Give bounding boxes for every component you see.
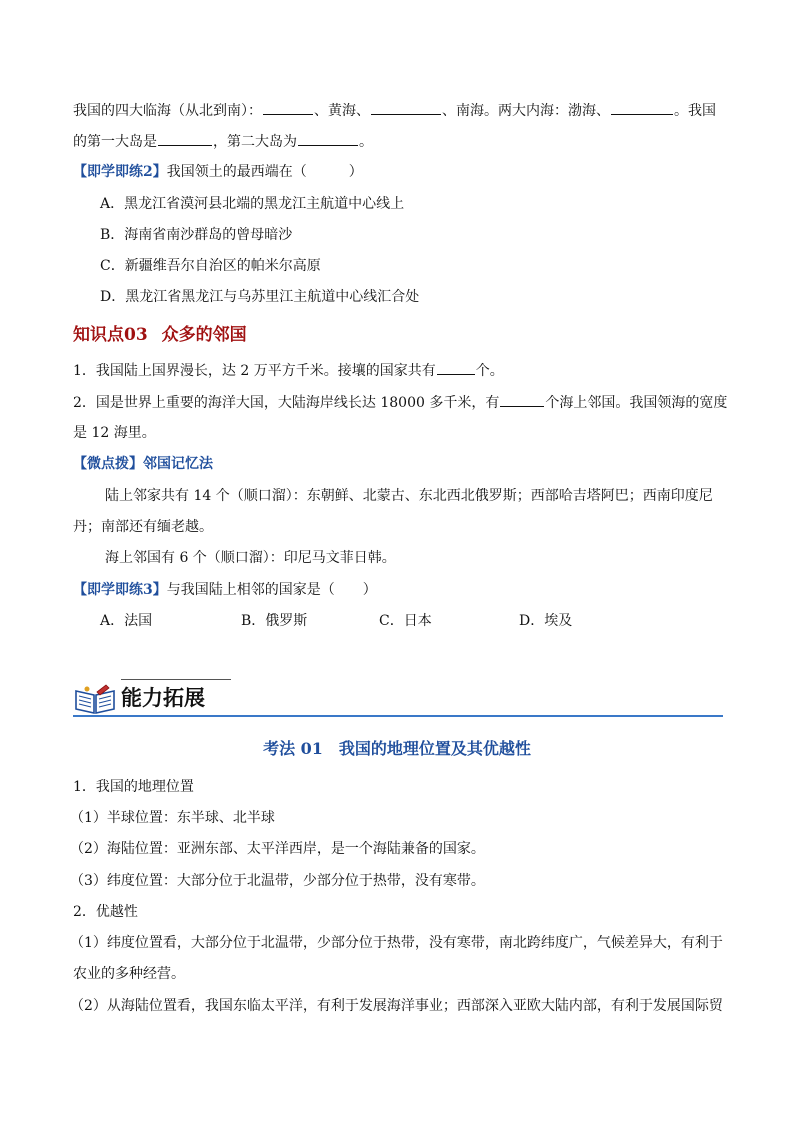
practice-3-option-b: B．俄罗斯 bbox=[241, 613, 308, 629]
practice-2-option-a: A．黑龙江省漠河县北端的黑龙江主航道中心线上 bbox=[100, 196, 405, 212]
method-title: 我国的地理位置及其优越性 bbox=[338, 739, 531, 758]
open-book-icon bbox=[73, 683, 117, 715]
answer-blank bbox=[500, 392, 544, 407]
answer-blank bbox=[437, 360, 475, 375]
text: 。 bbox=[359, 134, 373, 150]
tip-sea-line: 海上邻国有 6 个（顺口溜）：印尼马文菲日韩。 bbox=[105, 550, 396, 566]
answer-blank bbox=[298, 131, 358, 146]
practice-3-question bbox=[73, 580, 377, 600]
method-heading bbox=[0, 738, 794, 760]
practice-2-option-c: C．新疆维吾尔自治区的帕米尔高原 bbox=[100, 258, 321, 274]
method-line: 1．我国的地理位置 bbox=[73, 779, 194, 795]
answer-blank bbox=[263, 100, 313, 115]
banner-rule bbox=[73, 715, 723, 717]
method-line: （2）从海陆位置看，我国东临太平洋，有利于发展海洋事业；西部深入亚欧大陆内部，有利于发展国际贸 bbox=[70, 998, 723, 1014]
method-line: （1）纬度位置看，大部分位于北温带，少部分位于热带，没有寒带，南北跨纬度广，气候差异大，有利于 bbox=[70, 935, 723, 951]
text: ，第二大岛为 bbox=[213, 134, 297, 150]
text: 的第一大岛是 bbox=[73, 134, 157, 150]
answer-blank bbox=[371, 100, 441, 115]
knowledge-item-2-cont: 是 12 海里。 bbox=[73, 425, 156, 441]
practice-2-option-d: D．黑龙江省黑龙江与乌苏里江主航道中心线汇合处 bbox=[100, 289, 420, 305]
tip-land-line-1: 陆上邻家共有 14 个（顺口溜）：东朝鲜、北蒙古、东北西北俄罗斯；西部哈吉塔阿巴；西南印度尼 bbox=[105, 488, 713, 504]
practice-tag: 【即学即练3】 bbox=[73, 582, 167, 598]
question-text: 我国领土的最西端在（ ） bbox=[166, 164, 363, 180]
knowledge-point-heading bbox=[73, 323, 247, 347]
banner-top-line bbox=[121, 679, 231, 680]
answer-blank bbox=[611, 100, 673, 115]
method-line: 农业的多种经营。 bbox=[73, 966, 185, 982]
text: 、南海。两大内海：渤海、 bbox=[442, 103, 610, 119]
answer-blank bbox=[158, 131, 212, 146]
tip-title: 邻国记忆法 bbox=[143, 456, 213, 472]
method-line: （3）纬度位置：大部分位于北温带，少部分位于热带，没有寒带。 bbox=[70, 873, 485, 889]
text: 。我国 bbox=[674, 103, 716, 119]
method-number: 考法 01 bbox=[263, 739, 323, 758]
method-line: 2．优越性 bbox=[73, 904, 138, 920]
text: 我国的四大临海（从北到南）： bbox=[73, 103, 262, 119]
text: 个海上邻国。我国领海的宽度 bbox=[545, 395, 728, 411]
method-line: （2）海陆位置：亚洲东部、太平洋西岸，是一个海陆兼备的国家。 bbox=[70, 841, 485, 857]
tip-tag: 【微点拨】 bbox=[73, 456, 143, 472]
practice-3-option-c: C．日本 bbox=[379, 613, 432, 629]
knowledge-item-1 bbox=[73, 360, 504, 381]
practice-3-option-a: A．法国 bbox=[100, 613, 153, 629]
practice-3-option-d: D．埃及 bbox=[519, 613, 573, 629]
practice-tag: 【即学即练2】 bbox=[73, 164, 167, 180]
text: 个。 bbox=[475, 363, 504, 379]
tip-heading bbox=[73, 454, 213, 474]
seas-question-line-2 bbox=[73, 131, 373, 152]
text: 2．国是世界上重要的海洋大国，大陆海岸线长达 18000 多千米，有 bbox=[73, 395, 500, 411]
seas-question-line-1 bbox=[73, 100, 716, 121]
method-line: （1）半球位置：东半球、北半球 bbox=[70, 810, 275, 826]
practice-2-question bbox=[73, 162, 363, 182]
practice-2-option-b: B．海南省南沙群岛的曾母暗沙 bbox=[100, 227, 293, 243]
question-text: 与我国陆上相邻的国家是（ ） bbox=[166, 582, 377, 598]
knowledge-point-number: 知识点03 bbox=[73, 325, 148, 345]
text: 、黄海、 bbox=[314, 103, 370, 119]
tip-land-line-2: 丹；南部还有缅老越。 bbox=[73, 519, 213, 535]
knowledge-point-title: 众多的邻国 bbox=[161, 325, 247, 345]
text: 1．我国陆上国界漫长，达 2 万平方千米。接壤的国家共有 bbox=[73, 363, 436, 379]
knowledge-item-2 bbox=[73, 392, 727, 413]
banner-title: 能力拓展 bbox=[121, 686, 205, 710]
section-banner bbox=[73, 679, 723, 719]
